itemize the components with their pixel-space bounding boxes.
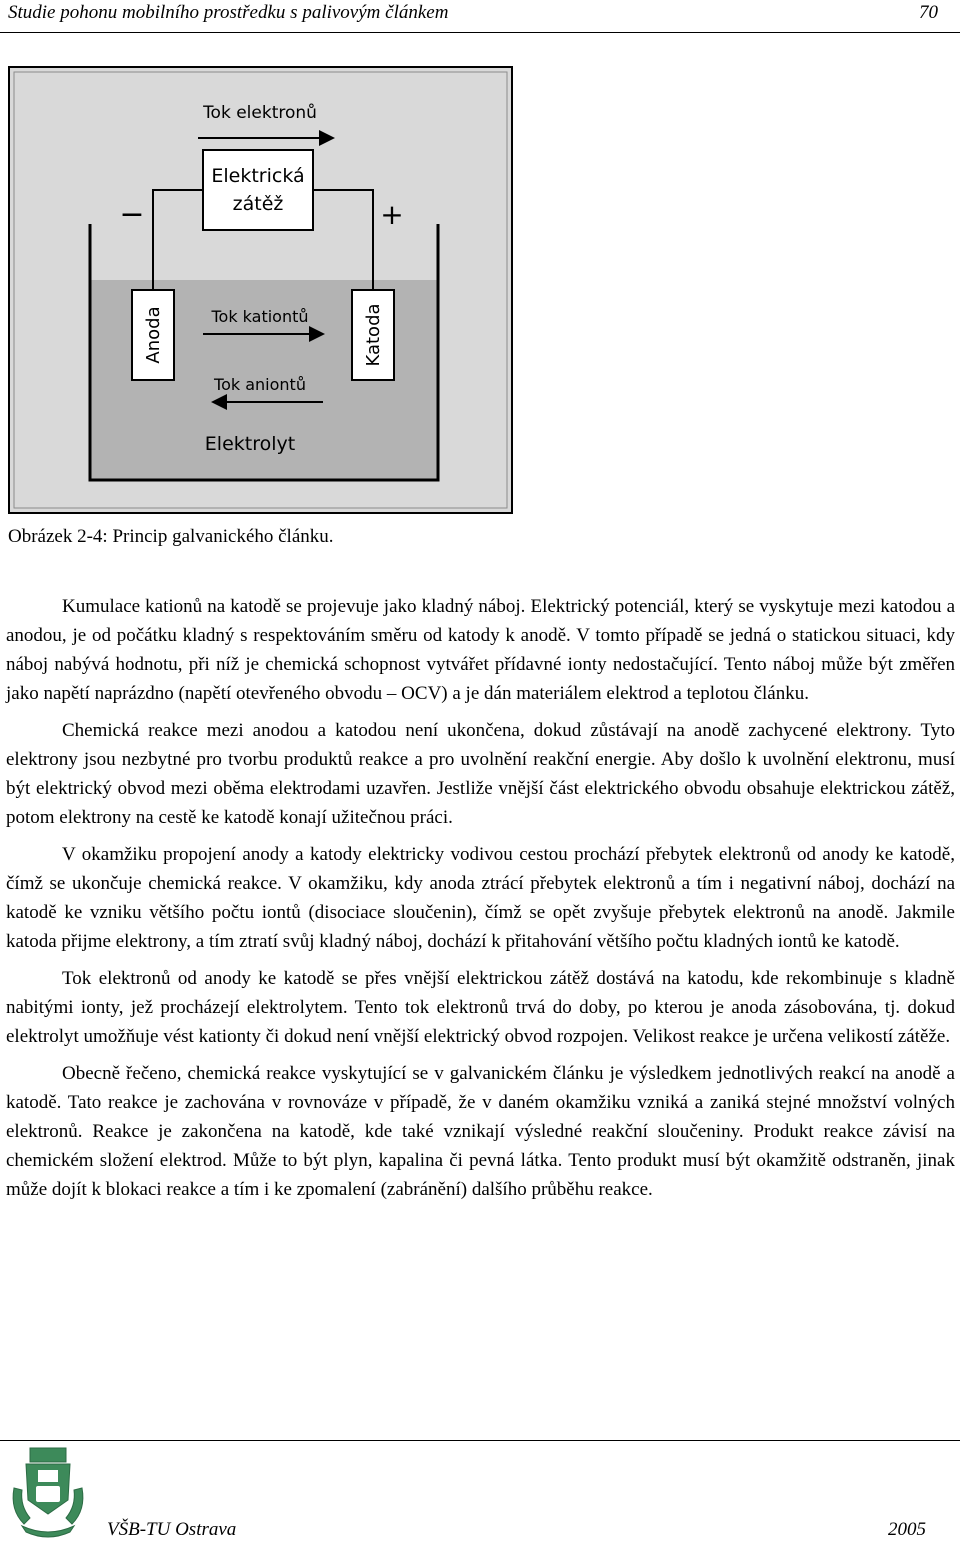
paragraph: Kumulace kationů na katodě se projevuje jako kladný náboj. Elektrický potenciál, který se vyskytuje mezi katodou a anodou, je od počátku kladný s respektováním směru od katody k anodě. V tomto případě se jedná o statickou situaci, kdy náboj nabývá hodnotu, při níž je chemická schopnost vytvářet přídavné ionty nedostačující. Tento náboj může být změřen jako napětí naprázdno (napětí otevřeného obvodu – OCV) a je dán materiálem elektrod a teplotou článku. [6,596,955,704]
load-label-line1: Elektrická [211,165,305,187]
electron-flow-label: Tok elektronů [203,103,317,123]
anion-flow-label: Tok aniontů [214,375,306,394]
page-header [8,0,938,30]
galvanic-cell-diagram [8,66,514,516]
galvanic-cell-figure [8,66,514,516]
minus-sign: − [119,197,145,232]
page-number: 70 [919,2,938,23]
document-title: Studie pohonu mobilního prostředku s palivovým článkem [8,2,449,23]
electric-load-box [203,150,313,230]
anode-label: Anoda [143,306,164,364]
load-label-line2: zátěž [232,193,284,215]
plus-sign: + [380,198,404,231]
university-logo [8,1444,88,1540]
paragraph: Chemická reakce mezi anodou a katodou není ukončena, dokud zůstávají na anodě zachycené elektrony. Tyto elektrony jsou nezbytné pro tvorbu produktů reakce a pro uvolnění reakční energie. Aby došlo k uvolnění elektronu, musí být elektrický obvod mezi oběma elektrodami uzavřen. Jestliže vnější část elektrického obvodu obsahuje elektrickou zátěž, potom elektrony na cestě ke katodě konají užitečnou práci. [6,720,955,828]
electrolyte-label: Elektrolyt [204,433,296,455]
footer-year: 2005 [888,1519,926,1540]
footer-institution: VŠB-TU Ostrava [107,1519,237,1540]
cation-flow-label: Tok kationtů [211,307,309,326]
paragraph: Obecně řečeno, chemická reakce vyskytující se v galvanickém článku je výsledkem jednotlivých reakcí na anodě a katodě. Tato reakce je zachována v rovnováze v případě, že v daném okamžiku vzniká a zaniká stejné množství volných elektronů. Reakce je zakončena na katodě, kde také vznikají výsledné reakční sloučeniny. Produkt reakce závisí na chemickém složení elektrod. Může to být plyn, kapalina či pevná látka. Tento produkt musí být okamžitě odstraněn, jinak může dojít k blokaci reakce a tím i ke zpomalení (zabránění) dalšího průběhu reakce. [6,1063,955,1200]
body-text [6,592,955,1212]
cathode-label: Katoda [363,303,384,367]
footer-divider [0,1440,960,1441]
header-divider [0,32,960,33]
paragraph: V okamžiku propojení anody a katody elektricky vodivou cestou prochází přebytek elektronů od anody ke katodě, čímž se ukončuje chemická reakce. V okamžiku, kdy anoda ztrácí přebytek elektronů a tím i negativní náboj, dochází na katodě ke vzniku většího počtu iontů (disociace sloučenin), čímž se opět zvyšuje přebytek elektronů na anodě. Jakmile katoda přijme elektrony, a tím ztratí svůj kladný náboj, dochází k přitahování většího počtu kladných iontů ke katodě. [6,844,955,952]
figure-caption: Obrázek 2-4: Princip galvanického článku. [8,526,334,547]
paragraph: Tok elektronů od anody ke katodě se přes vnější elektrickou zátěž dostává na katodu, kde rekombinuje s kladně nabitými ionty, jež procházejí elektrolytem. Tento tok elektronů trvá do doby, po kterou je anoda zásobována, tj. dokud elektrolyt umožňuje vést kationty či dokud není vnější elektrický obvod rozpojen. Velikost reakce je určena velikostí zátěže. [6,968,955,1047]
